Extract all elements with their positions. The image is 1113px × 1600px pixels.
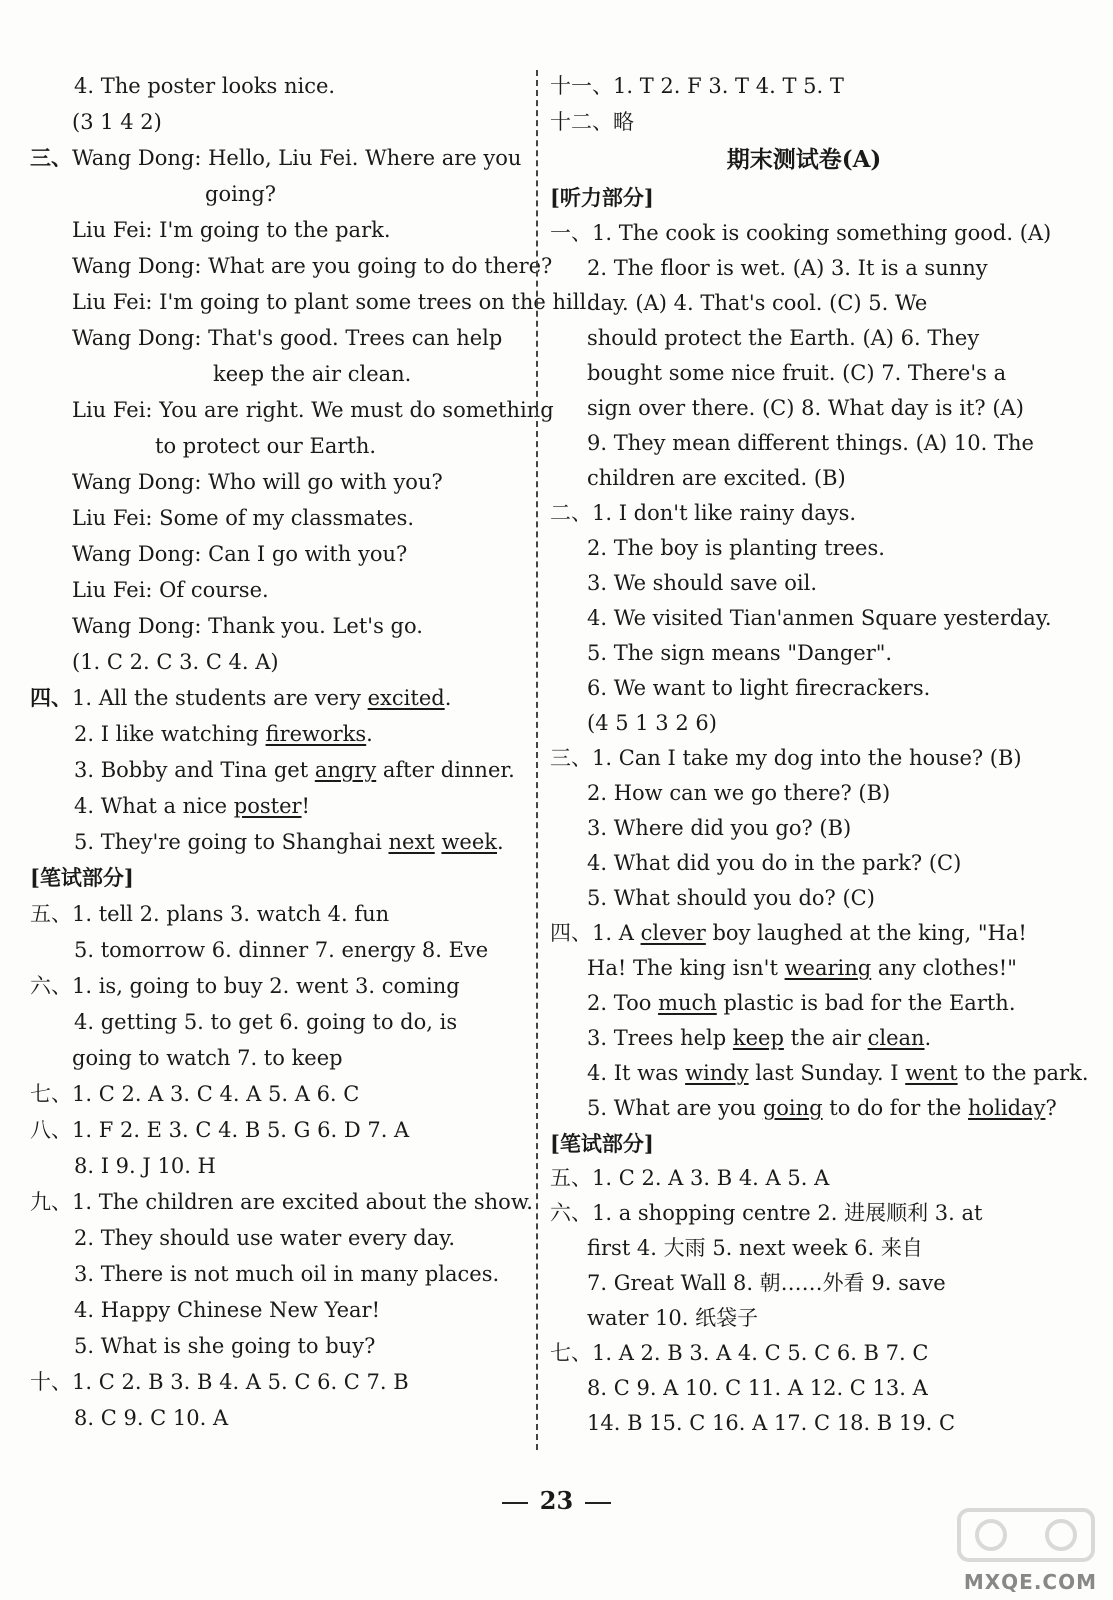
column-divider — [536, 70, 538, 1450]
answer-line — [550, 1021, 1058, 1056]
dialogue-line: Wang Dong: Thank you. Let's go. — [72, 614, 423, 638]
answer-line: 8. I 9. J 10. H — [74, 1154, 216, 1178]
section-header-written: [笔试部分] — [30, 865, 134, 890]
dialogue-line: Liu Fei: You are right. We must do something — [72, 398, 554, 422]
page-number-footer — [0, 1486, 1113, 1515]
answer-line: should protect the Earth. (A) 6. They — [587, 326, 980, 350]
answer-text: ! — [301, 794, 310, 818]
answer-line: sign over there. (C) 8. What day is it? (A) — [587, 396, 1024, 420]
answer-line: 4. What did you do in the park? (C) — [587, 851, 962, 875]
answer-line: 5. What is she going to buy? — [74, 1334, 376, 1358]
answer-line: 九、1. The children are excited about the show. — [30, 1190, 533, 1214]
section-header-written: [笔试部分] — [550, 1131, 654, 1156]
underlined-word: keep — [732, 1026, 784, 1050]
answer-line — [30, 824, 530, 860]
answer-line: bought some nice fruit. (C) 7. There's a — [587, 361, 1007, 385]
answer-line: 2. They should use water every day. — [74, 1226, 456, 1250]
underlined-word: angry — [314, 758, 377, 782]
dialogue-line: Wang Dong: That's good. Trees can help — [72, 326, 503, 350]
answer-text: 1. All the students are very — [72, 686, 368, 710]
underlined-word: excited — [367, 686, 445, 710]
answer-line: 六、1. a shopping centre 2. 进展顺利 3. at — [550, 1201, 983, 1225]
dialogue-line: Wang Dong: What are you going to do there? — [72, 254, 553, 278]
answer-line: 六、1. is, going to buy 2. went 3. coming — [30, 974, 460, 998]
answer-line: 6. We want to light firecrackers. — [587, 676, 931, 700]
answer-line: 14. B 15. C 16. A 17. C 18. B 19. C — [587, 1411, 956, 1435]
dialogue-line: Wang Dong: Who will go with you? — [72, 470, 443, 494]
underlined-word: week — [441, 830, 497, 854]
answer-text: any clothes!" — [871, 956, 1017, 980]
answer-line: 4. We visited Tian'anmen Square yesterday. — [587, 606, 1052, 630]
answer-line: water 10. 纸袋子 — [587, 1306, 759, 1330]
answer-text: 4. It was — [587, 1061, 686, 1085]
answer-text: . — [924, 1026, 932, 1050]
answer-line: 3. We should save oil. — [587, 571, 818, 595]
answer-line: children are excited. (B) — [587, 466, 846, 490]
answer-text: 4. What a nice — [74, 794, 234, 818]
dialogue-line: Liu Fei: I'm going to the park. — [72, 218, 391, 242]
answer-text: after dinner. — [376, 758, 515, 782]
answer-line: 2. The boy is planting trees. — [587, 536, 885, 560]
answer-line — [30, 716, 530, 752]
answer-text: 四、1. A — [550, 921, 641, 945]
answer-text: 3. Bobby and Tina get — [74, 758, 315, 782]
answer-line: 五、1. tell 2. plans 3. watch 4. fun — [30, 902, 390, 926]
footer-dash — [502, 1502, 528, 1504]
answer-line: 4. Happy Chinese New Year! — [74, 1298, 381, 1322]
answer-line — [550, 916, 1058, 951]
underlined-word: clean — [867, 1026, 925, 1050]
underlined-word: wearing — [784, 956, 872, 980]
dialogue-line: to protect our Earth. — [155, 434, 377, 458]
answer-line: 十二、略 — [550, 110, 634, 134]
right-column — [550, 68, 1089, 1441]
answer-line — [550, 951, 1058, 986]
answer-text: 5. What are you — [587, 1096, 763, 1120]
answer-text: 2. Too — [587, 991, 659, 1015]
underlined-word: holiday — [968, 1096, 1046, 1120]
underlined-word: fireworks — [265, 722, 367, 746]
answer-line: 5. What should you do? (C) — [587, 886, 875, 910]
answer-line — [30, 788, 530, 824]
answer-line: 5. tomorrow 6. dinner 7. energy 8. Eve — [74, 938, 489, 962]
answer-line: day. (A) 4. That's cool. (C) 5. We — [587, 291, 928, 315]
watermark-text: MXQE.COM — [963, 1570, 1097, 1594]
underlined-word: next — [388, 830, 435, 854]
answer-line — [30, 752, 530, 788]
answer-line: (4 5 1 3 2 6) — [587, 711, 717, 735]
dialogue-line: Wang Dong: Can I go with you? — [72, 542, 408, 566]
answer-line — [30, 680, 530, 716]
answer-line: 3. Where did you go? (B) — [587, 816, 852, 840]
answer-line: first 4. 大雨 5. next week 6. 来自 — [587, 1236, 923, 1260]
answer-text: 2. I like watching — [74, 722, 266, 746]
answer-text: to do for the — [822, 1096, 968, 1120]
answer-line — [550, 1056, 1089, 1091]
answer-line: 三、1. Can I take my dog into the house? (B) — [550, 746, 1022, 770]
dialogue-line: Liu Fei: I'm going to plant some trees on the hill. — [72, 290, 593, 314]
answer-line: 4. getting 5. to get 6. going to do, is — [74, 1010, 458, 1034]
footer-dash — [585, 1502, 611, 1504]
dialogue-line: going? — [205, 182, 277, 206]
answer-text: . — [497, 830, 504, 854]
answer-text: 5. They're going to Shanghai — [74, 830, 389, 854]
answer-line: going to watch 7. to keep — [72, 1046, 343, 1070]
answer-line: 9. They mean different things. (A) 10. The — [587, 431, 1034, 455]
answer-line: 8. C 9. A 10. C 11. A 12. C 13. A — [587, 1376, 928, 1400]
underlined-word: clever — [640, 921, 706, 945]
underlined-word: poster — [233, 794, 302, 818]
answer-line: 七、1. C 2. A 3. C 4. A 5. A 6. C — [30, 1082, 360, 1106]
dialogue-line: Liu Fei: Some of my classmates. — [72, 506, 415, 530]
answer-text: ? — [1045, 1096, 1057, 1120]
answer-text: the air — [783, 1026, 868, 1050]
answer-line: 2. The floor is wet. (A) 3. It is a sunny — [587, 256, 988, 280]
dialogue-line — [30, 140, 530, 176]
dialogue-line: keep the air clean. — [213, 362, 412, 386]
section-header-listening: [听力部分] — [550, 185, 654, 210]
answer-text: . — [366, 722, 373, 746]
answer-text: . — [444, 686, 452, 710]
answer-line: 2. How can we go there? (B) — [587, 781, 891, 805]
answer-text: plastic is bad for the Earth. — [716, 991, 1016, 1015]
answer-text: boy laughed at the king, "Ha! — [705, 921, 1027, 945]
section-number: 四、 — [30, 685, 72, 710]
underlined-word: going — [762, 1096, 823, 1120]
test-title: 期末测试卷(A) — [726, 146, 882, 173]
answer-line: 8. C 9. C 10. A — [74, 1406, 229, 1430]
answer-line: 七、1. A 2. B 3. A 4. C 5. C 6. B 7. C — [550, 1341, 929, 1365]
answer-line: 5. The sign means "Danger". — [587, 641, 893, 665]
answer-line: 一、1. The cook is cooking something good. (A) — [550, 221, 1052, 245]
answer-text: to the park. — [957, 1061, 1089, 1085]
answer-text: Ha! The king isn't — [587, 956, 785, 980]
answer-text: last Sunday. I — [748, 1061, 906, 1085]
answer-line — [550, 1091, 1058, 1126]
dialogue-line: Liu Fei: Of course. — [72, 578, 269, 602]
dialogue-text: Wang Dong: Hello, Liu Fei. Where are you — [72, 146, 522, 170]
text-line: (3 1 4 2) — [72, 110, 162, 134]
underlined-word: windy — [685, 1061, 749, 1085]
underlined-word: went — [905, 1061, 958, 1085]
answer-line: 3. There is not much oil in many places. — [74, 1262, 500, 1286]
answer-line: 二、1. I don't like rainy days. — [550, 501, 857, 525]
answer-line: (1. C 2. C 3. C 4. A) — [72, 650, 279, 674]
text-line: 4. The poster looks nice. — [74, 74, 336, 98]
answer-line: 五、1. C 2. A 3. B 4. A 5. A — [550, 1166, 830, 1190]
answer-line: 7. Great Wall 8. 朝……外看 9. save — [587, 1271, 946, 1295]
answer-text: 3. Trees help — [587, 1026, 733, 1050]
page-number: 23 — [539, 1486, 574, 1515]
answer-line — [550, 986, 1058, 1021]
answer-line: 八、1. F 2. E 3. C 4. B 5. G 6. D 7. A — [30, 1118, 410, 1142]
underlined-word: much — [658, 991, 717, 1015]
answer-line: 十一、1. T 2. F 3. T 4. T 5. T — [550, 74, 844, 98]
section-number: 三、 — [30, 145, 72, 170]
answer-line: 十、1. C 2. B 3. B 4. A 5. C 6. C 7. B — [30, 1370, 409, 1394]
